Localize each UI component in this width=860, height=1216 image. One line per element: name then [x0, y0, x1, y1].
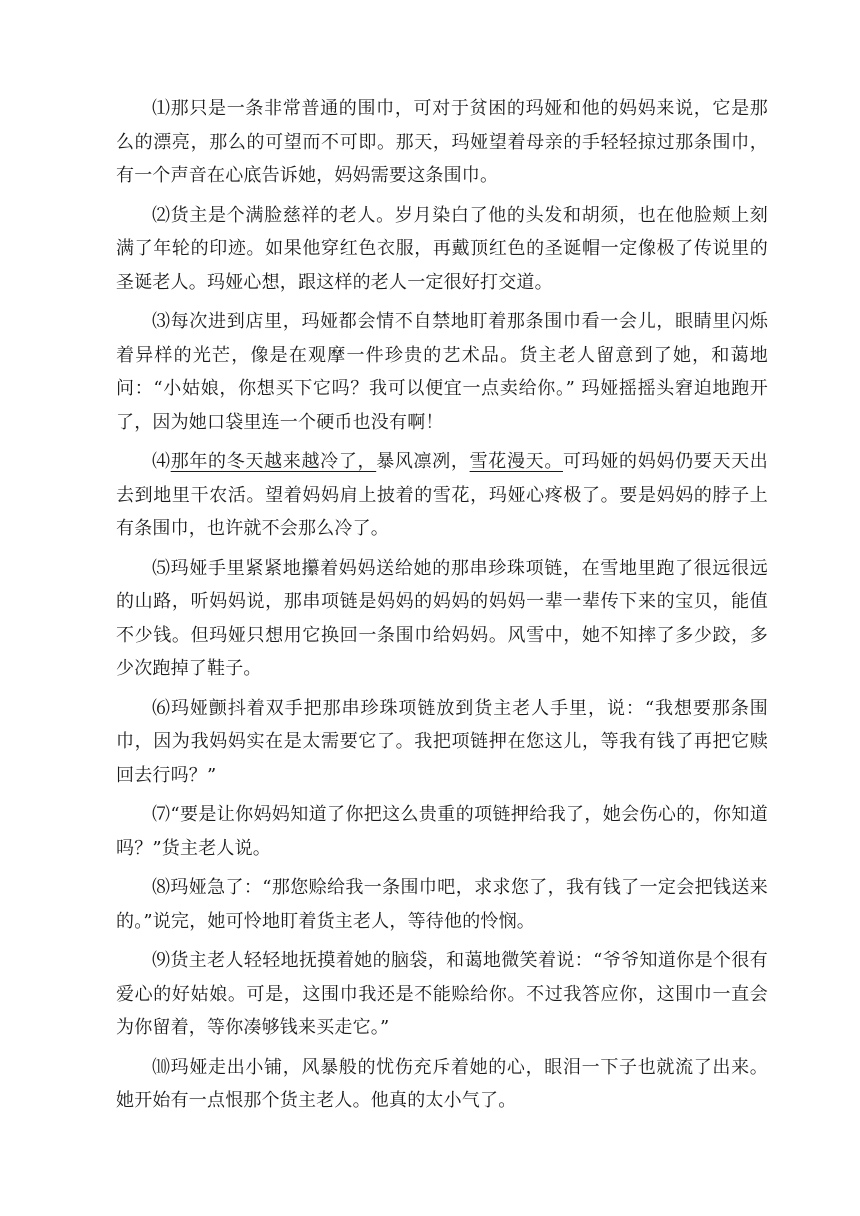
paragraph-1: ⑴那只是一条非常普通的围巾，可对于贫困的玛娅和他的妈妈来说，它是那么的漂亮，那么的可望而不可即。那天，玛娅望着母亲的手轻轻掠过那条围巾，有一个声音在心底告诉她，妈妈需要这条围巾。 [116, 98, 768, 186]
paragraph-8: ⑻玛娅急了：“那您赊给我一条围巾吧，求求您了，我有钱了一定会把钱送来的。”说完，她可怜地盯着货主老人，等待他的怜悯。 [116, 877, 768, 932]
paragraph-3: ⑶每次进到店里，玛娅都会情不自禁地盯着那条围巾看一会儿，眼睛里闪烁着异样的光芒，像是在观摩一件珍贵的艺术品。货主老人留意到了她，和蔼地问：“小姑娘，你想买下它吗？我可以便宜一点卖给你。” 玛娅摇摇头窘迫地跑开了，因为她口袋里连一个硬币也没有啊！ [116, 311, 768, 433]
paragraph-4-middle: 暴风凛冽， [376, 451, 470, 472]
underlined-phrase-cold-winter: 那年的冬天越来越冷了， [170, 451, 377, 472]
paragraph-2: ⑵货主是个满脸慈祥的老人。岁月染白了他的头发和胡须，也在他脸颊上刻满了年轮的印迹。如果他穿红色衣服，再戴顶红色的圣诞帽一定像极了传说里的圣诞老人。玛娅心想，跟这样的老人一定很好打交道。 [116, 204, 768, 293]
paragraph-10: ⑽玛娅走出小铺，风暴般的忧伤充斥着她的心，眼泪一下子也就流了出来。她开始有一点恨那个货主老人。他真的太小气了。 [116, 1056, 768, 1111]
paragraph-4 [116, 445, 768, 546]
paragraph-4-rest: 可玛娅的妈妈仍要天天出去到地里干农活。望着妈妈肩上披着的雪花，玛娅心疼极了。要是妈妈的脖子上有条围巾，也许就不会那么冷了。 [116, 451, 769, 539]
paragraph-5: ⑸玛娅手里紧紧地攥着妈妈送给她的那串珍珠项链，在雪地里跑了很远很远的山路，听妈妈说，那串项链是妈妈的妈妈的妈妈一辈一辈传下来的宝贝，能值不少钱。但玛娅只想用它换回一条围巾给妈妈。风雪中，她不知摔了多少跤，多少次跑掉了鞋子。 [116, 557, 768, 679]
paragraph-4-prefix: ⑷ [152, 451, 171, 472]
underlined-phrase-snowflakes: 雪花漫天。 [469, 451, 563, 472]
paragraph-7: ⑺“要是让你妈妈知道了你把这么贵重的项链押给我了，她会伤心的，你知道吗？”货主老人说。 [116, 804, 768, 859]
paragraph-9: ⑼货主老人轻轻地抚摸着她的脑袋，和蔼地微笑着说：“爷爷知道你是个很有爱心的好姑娘。可是，这围巾我还是不能赊给你。不过我答应你，这围巾一直会为你留着，等你凑够钱来买走它。” [116, 950, 768, 1038]
document-body [116, 92, 768, 1124]
paragraph-6: ⑹玛娅颤抖着双手把那串珍珠项链放到货主老人手里，说：“我想要那条围巾，因为我妈妈实在是太需要它了。我把项链押在您这儿，等我有钱了再把它赎回去行吗？” [116, 697, 768, 786]
